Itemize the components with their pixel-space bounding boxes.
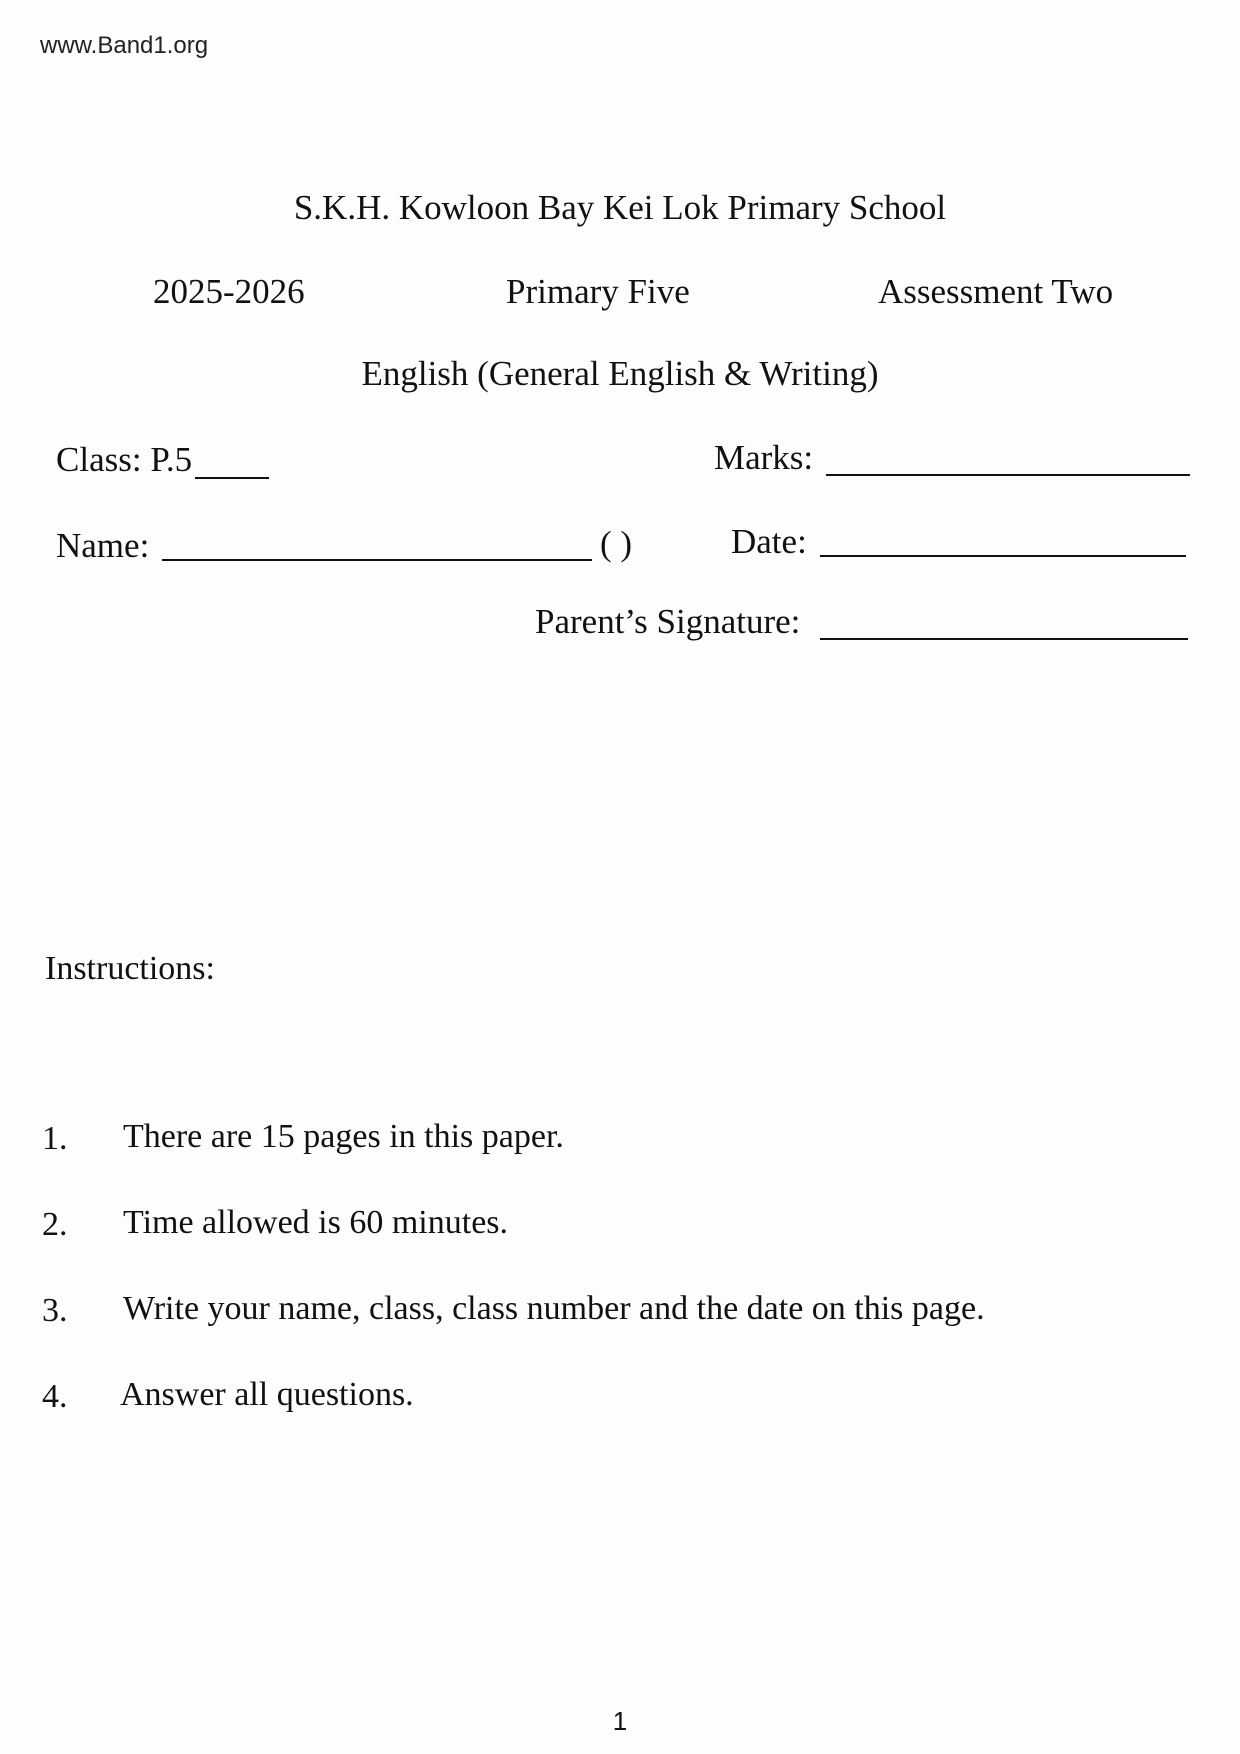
instruction-text: There are 15 pages in this paper. xyxy=(123,1118,564,1155)
instruction-number: 2. xyxy=(42,1206,68,1243)
class-blank[interactable] xyxy=(195,477,269,479)
watermark-url: www.Band1.org xyxy=(40,32,209,59)
instruction-number: 4. xyxy=(42,1378,68,1415)
signature-blank[interactable] xyxy=(820,638,1188,640)
instructions-heading: Instructions: xyxy=(45,950,215,987)
class-label: Class: P.5 xyxy=(56,440,193,479)
marks-blank[interactable] xyxy=(826,474,1190,476)
date-blank[interactable] xyxy=(820,555,1186,557)
instruction-text: Write your name, class, class number and the date on this page. xyxy=(123,1290,985,1327)
assessment-name: Assessment Two xyxy=(878,272,1114,311)
name-label: Name: xyxy=(56,526,150,565)
signature-label: Parent’s Signature: xyxy=(535,602,801,641)
instruction-number: 3. xyxy=(42,1292,68,1329)
instruction-text: Time allowed is 60 minutes. xyxy=(123,1204,509,1241)
page-number: 1 xyxy=(612,1706,628,1736)
class-number-brackets[interactable]: ( ) xyxy=(600,524,633,563)
school-name: S.K.H. Kowloon Bay Kei Lok Primary School xyxy=(293,188,947,227)
academic-year: 2025-2026 xyxy=(153,272,305,311)
grade-level: Primary Five xyxy=(506,272,690,311)
name-blank[interactable] xyxy=(162,559,592,561)
marks-label: Marks: xyxy=(714,438,814,477)
instruction-number: 1. xyxy=(42,1120,68,1157)
instruction-text: Answer all questions. xyxy=(120,1376,414,1413)
subject-title: English (General English & Writing) xyxy=(361,354,879,393)
date-label: Date: xyxy=(731,522,807,561)
